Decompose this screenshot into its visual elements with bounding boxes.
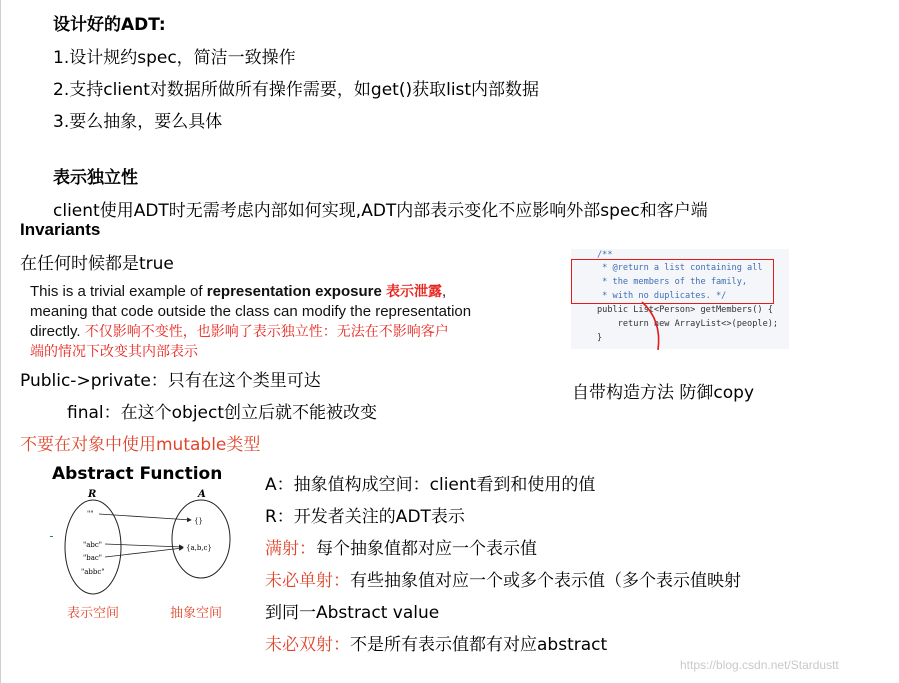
exposure-note-line2: meaning that code outside the class can modify the representation [30, 303, 472, 320]
af-not-bijective [265, 630, 607, 655]
noninj-text: 有些抽象值对应一个或多个表示值（多个表示值映射 [350, 571, 741, 591]
exposure-note-line1 [30, 282, 446, 302]
code-line-1: /** [597, 250, 613, 260]
af-not-injective [265, 566, 741, 591]
af-line-a: A：抽象值构成空间：client看到和使用的值 [265, 475, 596, 495]
highlight-box [571, 259, 774, 304]
code-line-6: return new ArrayList<>(people); [597, 319, 779, 329]
a-space-ellipse [172, 500, 230, 578]
watermark: https://blog.csdn.net/Stardustt [680, 658, 839, 672]
af-surjective [265, 534, 537, 559]
a-item-1: {} [194, 517, 203, 525]
green-dot [50, 536, 53, 537]
surj-text: 每个抽象值都对应一个表示值 [316, 539, 537, 559]
independence-text: client使用ADT时无需考虑内部如何实现,ADT内部表示变化不应影响外部spec和客户端 [53, 201, 708, 221]
nonbij-label: 未必双射： [265, 635, 350, 655]
code-line-2: * @return a list containing all [597, 263, 763, 273]
exposure-note-line4 [30, 342, 198, 362]
r-item-3: "bac" [83, 554, 103, 562]
noninj-label: 未必单射： [265, 571, 350, 591]
a-caption: 抽象空间 [170, 606, 223, 621]
public-private-text: Public->private：只有在这个类里可达 [20, 371, 321, 391]
code-caption: 自带构造方法 防御copy [572, 383, 755, 403]
map-arrow-3 [105, 548, 183, 557]
code-line-7: } [597, 333, 603, 343]
r-caption: 表示空间 [67, 606, 120, 621]
final-text: final：在这个object创立后就不能被改变 [67, 403, 378, 423]
note-text: This is a trivial example of [30, 283, 207, 300]
independence-heading: 表示独立性 [53, 168, 138, 188]
mutable-warning: 不要在对象中使用mutable类型 [20, 435, 261, 455]
adt-item-3: 3.要么抽象，要么具体 [53, 112, 223, 132]
r-item-4: "abbc" [81, 568, 105, 576]
note-cn: 表示泄露 [385, 284, 442, 300]
map-arrow-2 [105, 544, 183, 547]
left-border [0, 0, 1, 683]
r-space-label: R [88, 489, 97, 500]
a-space-label: A [198, 489, 206, 500]
af-line-r: R：开发者关注的ADT表示 [265, 507, 465, 527]
af-not-injective-cont: 到同一Abstract value [265, 603, 440, 623]
surj-label: 满射： [265, 539, 316, 559]
note-comma: , [441, 283, 447, 300]
adt-item-2: 2.支持client对数据所做所有操作需要，如get()获取list内部数据 [53, 80, 540, 100]
adt-heading: 设计好的ADT: [53, 15, 166, 35]
af-mapping-diagram [55, 487, 245, 602]
invariants-line1: 在任何时候都是true [20, 254, 174, 274]
a-item-2: {a,b,c} [186, 544, 212, 552]
nonbij-text: 不是所有表示值都有对应abstract [350, 635, 608, 655]
r-item-2: "abc" [83, 541, 103, 549]
r-item-1: "" [87, 510, 94, 518]
code-line-3: * the members of the family, [597, 277, 748, 287]
note-cn-3: 端的情况下改变其内部表示 [30, 344, 198, 360]
exposure-note-line3 [30, 322, 449, 342]
code-line-5: public List<Person> getMembers() { [597, 305, 773, 315]
code-line-4: * with no duplicates. */ [597, 291, 727, 301]
highlight-arrow [640, 300, 680, 352]
af-heading: Abstract Function [52, 464, 223, 484]
note-bold: representation exposure [206, 283, 382, 300]
note-cn-2: 不仅影响不变性，也影响了表示独立性：无法在不影响客户 [84, 324, 449, 340]
invariants-heading: Invariants [20, 220, 101, 239]
note-directly: directly. [30, 323, 81, 340]
adt-item-1: 1.设计规约spec，简洁一致操作 [53, 48, 296, 68]
